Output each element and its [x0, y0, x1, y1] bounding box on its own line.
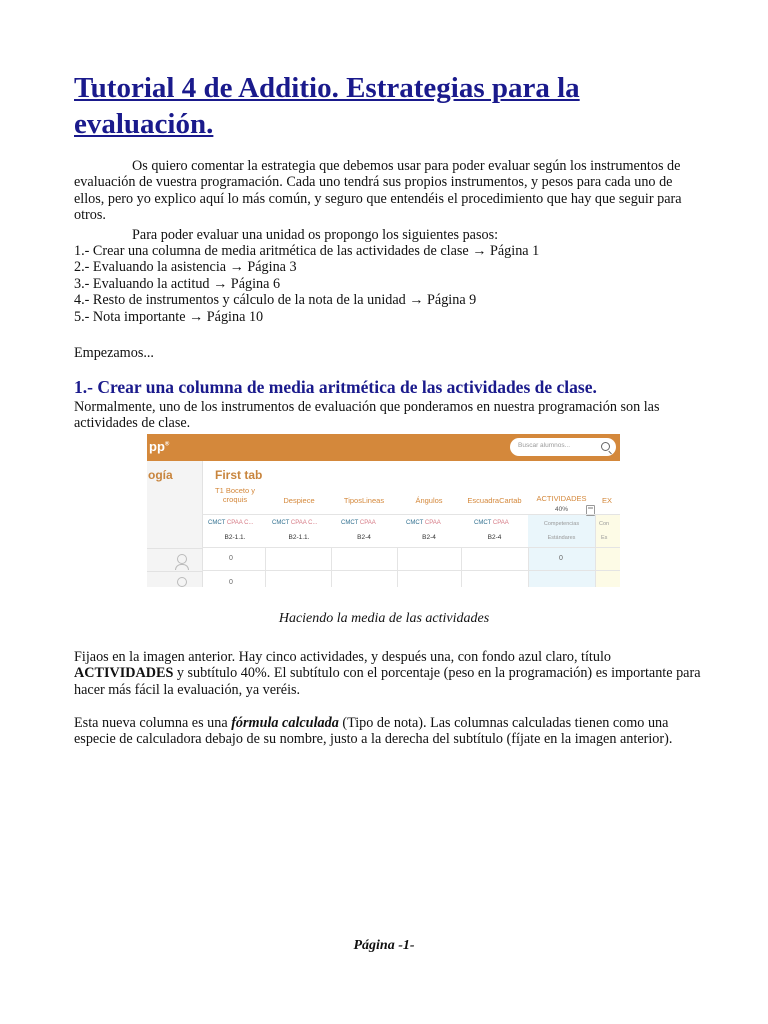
- activities-subtitle: 40%: [554, 506, 568, 513]
- document-title: Tutorial 4 de Additio. Estrategias para la evaluación.: [74, 72, 580, 140]
- paragraph-activities: Fijaos en la imagen anterior. Hay cinco actividades, y después una, con fondo azul claro, título ACTIVIDADES y subtítulo 40%. El subtítulo con el porcentaje (peso en la programación) es importante para hacer más fácil la evaluación, ya veréis.: [74, 649, 701, 698]
- column-header: EscuadraCartab: [467, 496, 522, 505]
- grid-line: [461, 547, 462, 587]
- standard-cell: B2-4: [357, 534, 371, 541]
- grid-line: [265, 547, 266, 587]
- standard-cell: B2-4: [487, 534, 502, 541]
- step-item: 5.- Nota importante → Página 10: [74, 308, 264, 325]
- column-header: Ángulos: [415, 496, 443, 505]
- standard-cell: B2-4: [422, 534, 436, 541]
- sidebar-title: ogía: [148, 468, 173, 482]
- activities-column-header: ACTIVIDADES: [536, 494, 587, 503]
- grid-line: [397, 547, 398, 587]
- competences-cell: CMCT CPAA C...: [272, 520, 318, 526]
- grade-cell: 0: [559, 555, 563, 562]
- app-header-bar: [147, 434, 620, 461]
- step-item: 3.- Evaluando la actitud → Página 6: [74, 275, 281, 292]
- user-icon: [177, 554, 187, 564]
- student-search-box: [510, 438, 616, 456]
- competencias-label-cut: Con: [599, 521, 610, 527]
- step-item: 4.- Resto de instrumentos y cálculo de la nota de la unidad → Página 9: [74, 292, 477, 309]
- column-header: Despiece: [283, 496, 315, 505]
- additio-screenshot: [147, 434, 620, 587]
- steps-intro: Para poder evaluar una unidad os propongo los siguientes pasos:: [132, 227, 499, 243]
- start-text: Empezamos...: [74, 345, 154, 361]
- student-row-avatar: [147, 548, 202, 572]
- standard-cell: B2-1.1.: [288, 534, 310, 541]
- competencias-label: Competencias: [543, 521, 580, 527]
- grid-line: [331, 547, 332, 587]
- steps-list: [74, 243, 539, 325]
- search-icon: [601, 442, 610, 451]
- section-heading: 1.- Crear una columna de media aritmética de las actividades de clase.: [74, 377, 597, 397]
- app-logo: pp®: [149, 439, 170, 454]
- grid-line: [595, 514, 596, 587]
- search-placeholder: Buscar alumnos...: [518, 442, 571, 449]
- competences-cell: CMCT CPAA: [341, 520, 376, 526]
- figure-caption: Haciendo la media de las actividades: [278, 611, 490, 626]
- paragraph-calculated-formula: Esta nueva columna es una fórmula calculada (Tipo de nota). Las columnas calculadas tienen como una especie de calculadora debajo de su nombre, justo a la derecha del subtítulo (fíjate en la imagen anterior).: [74, 715, 673, 748]
- grade-cell: 0: [229, 555, 233, 562]
- tab-title: First tab: [215, 468, 263, 482]
- step-item: 2.- Evaluando la asistencia → Página 3: [74, 259, 297, 276]
- page-footer: Página -1-: [353, 938, 415, 953]
- estandares-label: Estándares: [547, 535, 576, 541]
- student-row-avatar: [147, 571, 202, 587]
- user-icon: [177, 577, 187, 587]
- app-sidebar: [147, 461, 203, 587]
- competences-cell: CMCT CPAA: [474, 520, 509, 526]
- estandares-label-cut: Es: [601, 535, 608, 541]
- column-header: TiposLineas: [343, 496, 385, 505]
- step-item: 1.- Crear una columna de media aritmética de las actividades de clase → Página 1: [74, 243, 540, 259]
- column-header: T1 Boceto y croquis: [214, 486, 256, 504]
- competences-cell: CMCT CPAA C...: [208, 520, 254, 526]
- grade-cell: 0: [229, 579, 233, 586]
- grid-line: [528, 547, 529, 587]
- column-header: EX: [602, 496, 613, 505]
- standard-cell: B2-1.1.: [224, 534, 246, 541]
- section1-paragraph: Normalmente, uno de los instrumentos de evaluación que ponderamos en nuestra programación son las actividades de clase.: [74, 399, 660, 432]
- intro-paragraph: Os quiero comentar la estrategia que debemos usar para poder evaluar según los instrumentos de evaluación de vuestra programación. Cada uno tendrá sus propios instrumentos, y pesos para cada uno de ellos, pero yo explico aquí lo más común, y seguro que entendéis el procedimiento que hay que seguir para otros.: [74, 158, 682, 224]
- grid-line: [202, 514, 620, 515]
- competences-cell: CMCT CPAA: [406, 520, 441, 526]
